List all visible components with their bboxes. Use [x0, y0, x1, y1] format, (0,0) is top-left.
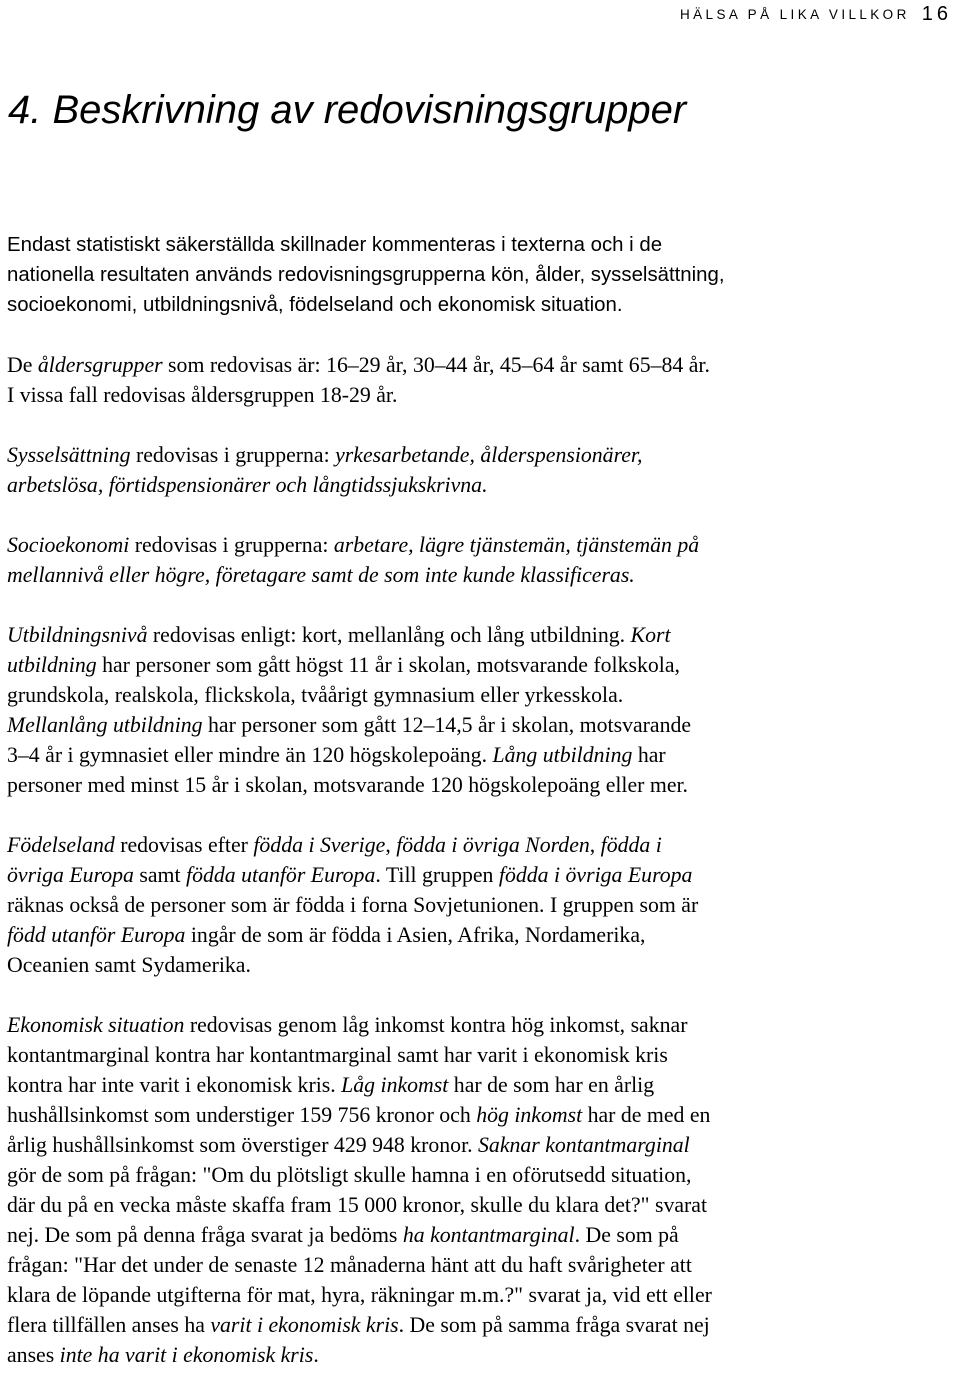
birth-country-paragraph: [7, 830, 952, 980]
text-line: klara de löpande utgifterna för mat, hyra, räkningar m.m.?" svarat ja, vid ett eller: [7, 1283, 712, 1307]
text-line: anses inte ha varit i ekonomisk kris.: [7, 1343, 319, 1367]
text-line: Oceanien samt Sydamerika.: [7, 953, 251, 977]
term-education: Utbildningsnivå: [7, 623, 148, 647]
term-employment: Sysselsättning: [7, 443, 131, 467]
text-line: räknas också de personer som är födda i forna Sovjetunionen. I gruppen som är: [7, 893, 699, 917]
text-line: Sysselsättning redovisas i grupperna: yrkesarbetande, ålderspensionärer,: [7, 443, 643, 467]
text-line: nej. De som på denna fråga svarat ja bedöms ha kontantmarginal. De som på: [7, 1223, 679, 1247]
text-line: De åldersgrupper som redovisas är: 16–29 år, 30–44 år, 45–64 år samt 65–84 år.: [7, 353, 710, 377]
socioeconomy-paragraph: [7, 530, 952, 590]
text-line: Mellanlång utbildning har personer som gått 12–14,5 år i skolan, motsvarande: [7, 713, 692, 737]
text-line: Utbildningsnivå redovisas enligt: kort, mellanlång och lång utbildning. Kort: [7, 623, 671, 647]
text-line: frågan: "Har det under de senaste 12 månaderna hänt att du haft svårigheter att: [7, 1253, 692, 1277]
text-line: 3–4 år i gymnasiet eller mindre än 120 högskolepoäng. Lång utbildning har: [7, 743, 666, 767]
economic-situation-paragraph: [7, 1010, 952, 1370]
text-line: nationella resultaten används redovisningsgrupperna kön, ålder, sysselsättning,: [7, 264, 725, 286]
text-line: arbetslösa, förtidspensionärer och långtidssjukskrivna.: [7, 473, 488, 497]
running-header: [680, 2, 952, 25]
text-line: socioekonomi, utbildningsnivå, födelseland och ekonomisk situation.: [7, 294, 623, 316]
text-line: Endast statistiskt säkerställda skillnader kommenteras i texterna och i de: [7, 234, 663, 256]
text-line: flera tillfällen anses ha varit i ekonomisk kris. De som på samma fråga svarat nej: [7, 1313, 710, 1337]
page-number: 16: [921, 3, 952, 25]
age-groups-paragraph: [7, 350, 952, 410]
employment-paragraph: [7, 440, 952, 500]
text-line: I vissa fall redovisas åldersgruppen 18-29 år.: [7, 383, 398, 407]
text-line: Socioekonomi redovisas i grupperna: arbetare, lägre tjänstemän, tjänstemän på: [7, 533, 700, 557]
text-line: kontra har inte varit i ekonomisk kris. Låg inkomst har de som har en årlig: [7, 1073, 655, 1097]
chapter-title: 4. Beskrivning av redovisningsgrupper: [8, 88, 687, 132]
text-line: född utanför Europa ingår de som är födda i Asien, Afrika, Nordamerika,: [7, 923, 646, 947]
text-line: grundskola, realskola, flickskola, tvåårigt gymnasium eller yrkesskola.: [7, 683, 624, 707]
text-line: Födelseland redovisas efter födda i Sverige, födda i övriga Norden, födda i: [7, 833, 662, 857]
term-age-groups: åldersgrupper: [37, 353, 163, 377]
text-line: utbildning har personer som gått högst 11 år i skolan, motsvarande folkskola,: [7, 653, 680, 677]
running-title: HÄLSA PÅ LIKA VILLKOR: [680, 7, 910, 22]
text-line: hushållsinkomst som understiger 159 756 kronor och hög inkomst har de med en: [7, 1103, 711, 1127]
text-line: gör de som på frågan: "Om du plötsligt skulle hamna i en oförutsedd situation,: [7, 1163, 692, 1187]
term-economic-situation: Ekonomisk situation: [7, 1013, 185, 1037]
document-body: [7, 230, 952, 1400]
text-line: personer med minst 15 år i skolan, motsvarande 120 högskolepoäng eller mer.: [7, 773, 688, 797]
text-line: årlig hushållsinkomst som överstiger 429 948 kronor. Saknar kontantmarginal: [7, 1133, 690, 1157]
text-line: övriga Europa samt födda utanför Europa. Till gruppen födda i övriga Europa: [7, 863, 693, 887]
intro-paragraph: [7, 230, 952, 320]
text-line: kontantmarginal kontra har kontantmarginal samt har varit i ekonomisk kris: [7, 1043, 668, 1067]
term-socioeconomy: Socioekonomi: [7, 533, 130, 557]
education-paragraph: [7, 620, 952, 800]
term-birth-country: Födelseland: [7, 833, 115, 857]
text-line: mellannivå eller högre, företagare samt de som inte kunde klassificeras.: [7, 563, 635, 587]
text-line: Ekonomisk situation redovisas genom låg inkomst kontra hög inkomst, saknar: [7, 1013, 688, 1037]
text-line: där du på en vecka måste skaffa fram 15 000 kronor, skulle du klara det?" svarat: [7, 1193, 708, 1217]
